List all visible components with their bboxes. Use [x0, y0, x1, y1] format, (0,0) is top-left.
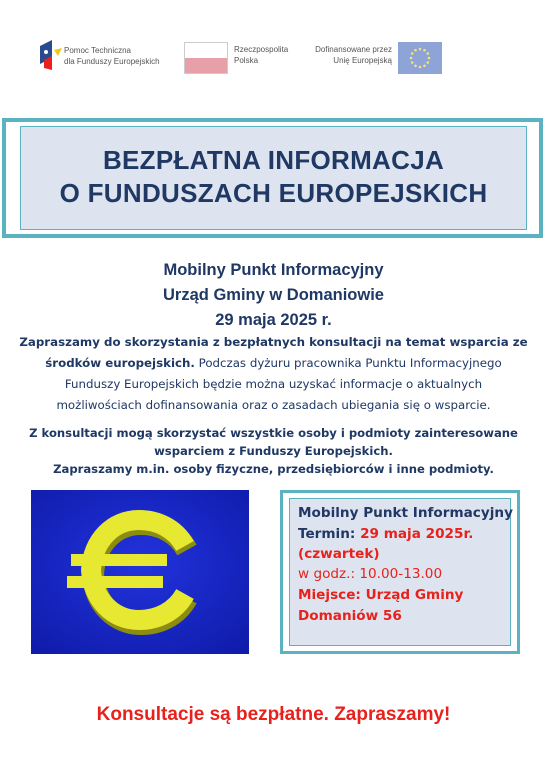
eu-line1: Dofinansowane przez: [315, 45, 392, 54]
info-termin: [298, 526, 473, 542]
consultation-paragraph: [0, 424, 547, 478]
footer-notice: Konsultacje są bezpłatne. Zapraszamy!: [96, 704, 451, 725]
termin-value: 29 maja 2025r.: [360, 526, 474, 542]
euro-sign-icon: [31, 490, 249, 654]
ft-line1: Pomoc Techniczna: [64, 46, 131, 55]
pomoc-techniczna-logo: [38, 38, 178, 76]
rzeczpospolita-logo: [184, 42, 294, 76]
intro-line4: możliwościach dofinansowania oraz o zasadach ubiegania się o wsparcie.: [56, 398, 491, 412]
consult-line1: Z konsultacji mogą skorzystać wszystkie osoby i podmioty zainteresowane: [29, 426, 518, 440]
termin-label: Termin:: [298, 526, 356, 542]
intro-line2-rest: Podczas dyżuru pracownika Punktu Informacyjnego: [194, 356, 502, 370]
consult-line2: wsparciem z Funduszy Europejskich.: [154, 444, 393, 458]
info-address: Domaniów 56: [298, 608, 402, 624]
consult-line3: Zapraszamy m.in. osoby fizyczne, przedsiębiorców i inne podmioty.: [53, 462, 494, 476]
title-line2: O FUNDUSZACH EUROPEJSKICH: [59, 178, 488, 208]
subtitle-line1: Mobilny Punkt Informacyjny: [163, 261, 384, 279]
info-place: [298, 587, 463, 603]
place-label: Miejsce:: [298, 587, 361, 603]
title-line1: BEZPŁATNA INFORMACJA: [102, 145, 445, 175]
info-heading: Mobilny Punkt Informacyjny: [298, 505, 513, 521]
euro-image: [31, 490, 249, 654]
page-title: [20, 144, 527, 210]
logo-bar: [38, 38, 448, 78]
intro-line3: Funduszy Europejskich będzie można uzyskać informacje o aktualnych: [64, 377, 483, 391]
subtitle-line2: Urząd Gminy w Domaniowie: [163, 286, 384, 304]
intro-bold-line2: środków europejskich.: [45, 356, 195, 370]
intro-paragraph: [0, 332, 547, 416]
fe-logo-icon: [38, 38, 64, 72]
eu-logo: [310, 42, 450, 76]
place-value1: Urząd Gminy: [365, 587, 464, 603]
eu-line2: Unię Europejską: [333, 56, 392, 65]
subtitle-date: 29 maja 2025 r.: [215, 311, 332, 329]
eu-flag-icon: [398, 42, 442, 74]
info-day: (czwartek): [298, 546, 380, 562]
ft-line2: dla Funduszy Europejskich: [64, 57, 160, 66]
intro-bold-line1: Zapraszamy do skorzystania z bezpłatnych konsultacji na temat wsparcia ze: [19, 335, 528, 349]
polish-flag-icon: [184, 42, 228, 74]
rp-line2: Polska: [234, 56, 259, 65]
info-hours: w godz.: 10.00-13.00: [298, 566, 443, 582]
rp-line1: Rzeczpospolita: [234, 45, 289, 54]
